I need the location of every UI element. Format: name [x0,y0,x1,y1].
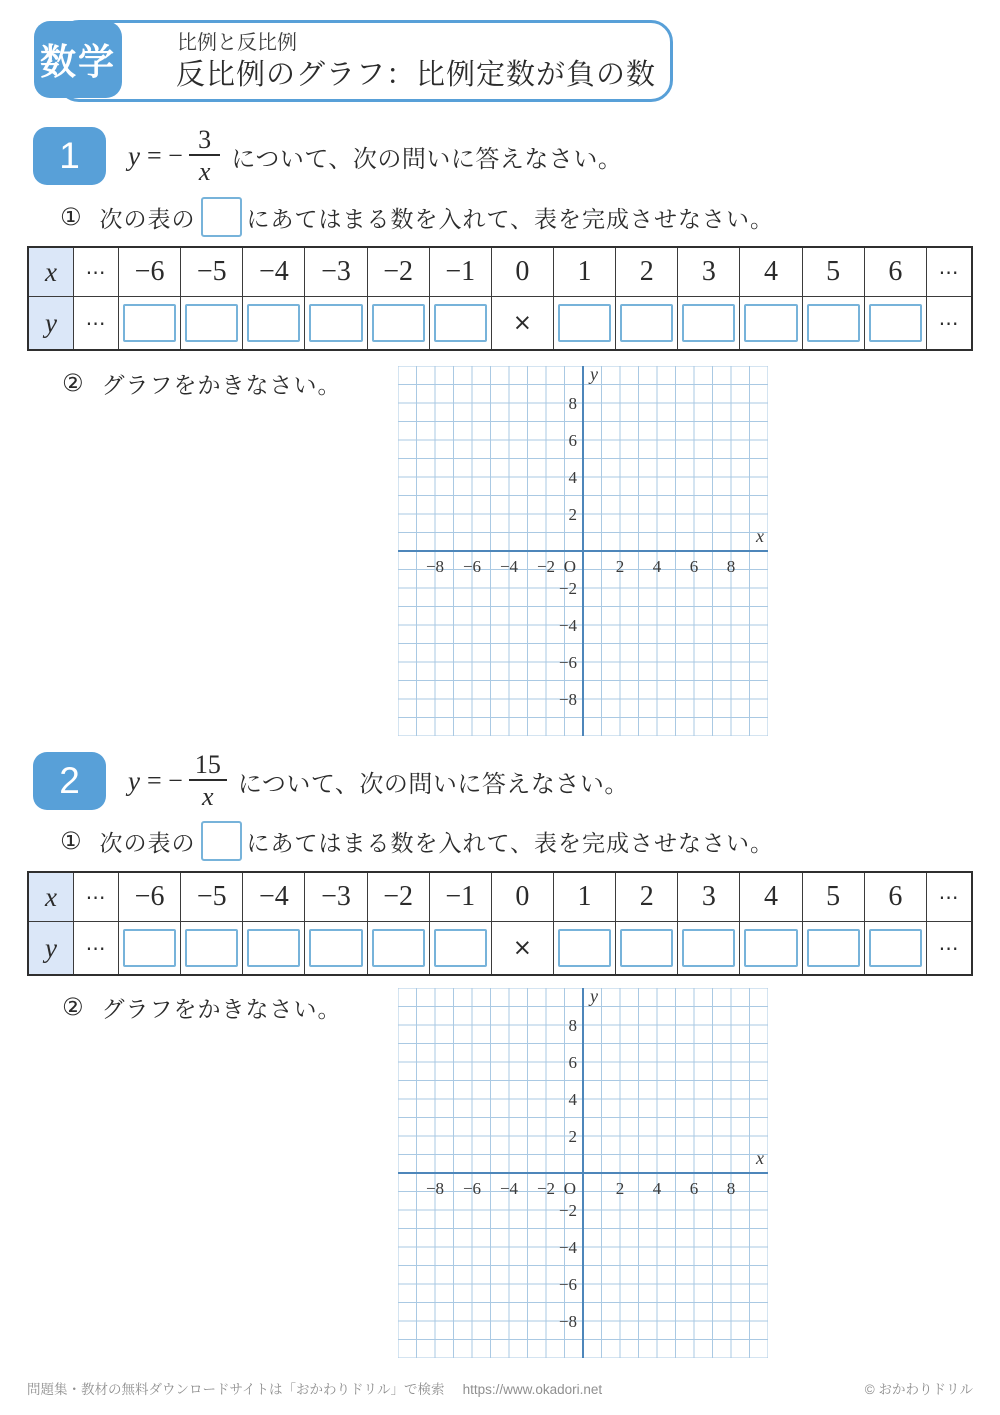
header-category: 比例と反比例 [177,32,297,54]
svg-text:−2: −2 [536,557,556,576]
x-value-cell: 2 [616,872,678,922]
fraction-numerator: 15 [194,749,221,779]
y-answer-cell [616,922,678,976]
x-value-cell: −4 [243,247,305,297]
equation-relation: = − [146,141,183,170]
y-cross-cell: × [491,922,553,976]
svg-text:−6: −6 [462,1179,482,1198]
answer-box[interactable] [372,929,425,967]
svg-text:O: O [563,1179,576,1198]
svg-text:8: 8 [568,1016,577,1035]
y-answer-cell [367,297,429,351]
answer-box[interactable] [807,304,860,342]
question-text-prefix: 次の表の [99,830,196,856]
answer-box[interactable] [807,929,860,967]
blank-box[interactable] [201,197,242,237]
svg-text:−4: −4 [558,616,577,635]
fraction-denominator: x [189,779,227,812]
y-answer-cell [119,297,181,351]
x-value-cell: 2 [616,247,678,297]
svg-text:2: 2 [615,1179,625,1198]
y-answer-cell [864,297,926,351]
equation-instruction: について、次の問いに答えなさい。 [237,771,629,798]
y-answer-cell [181,922,243,976]
problem-1-question-1 [60,194,774,240]
row-header-x: x [28,872,74,922]
x-value-cell: ⋯ [927,247,973,297]
svg-text:−8: −8 [425,1179,445,1198]
y-answer-cell [243,297,305,351]
circled-number-2: ② [62,369,85,397]
svg-text:4: 4 [652,557,662,576]
problem-2-equation [128,747,629,815]
svg-text:2: 2 [568,505,577,524]
value-table-2 [27,871,973,976]
y-answer-cell [181,297,243,351]
x-value-cell: −3 [305,247,367,297]
blank-box[interactable] [201,821,242,861]
y-answer-cell [553,297,615,351]
x-value-cell: ⋯ [927,872,973,922]
svg-text:−8: −8 [558,1312,577,1331]
x-value-cell: −5 [181,872,243,922]
problem-1-equation [128,122,622,190]
svg-text:−4: −4 [499,557,519,576]
svg-text:4: 4 [568,1090,577,1109]
y-cross-cell: × [491,297,553,351]
y-dots-cell: ⋯ [74,297,119,351]
x-value-cell: −2 [367,872,429,922]
problem-1-number: 1 [59,135,80,176]
y-answer-cell [367,922,429,976]
problem-2-badge [33,752,106,810]
y-answer-cell [119,922,181,976]
problem-2-question-2 [62,990,342,1024]
equation-relation: = − [146,766,183,795]
svg-text:−4: −4 [558,1238,577,1257]
answer-box[interactable] [247,929,300,967]
equation-variable-y: y [128,140,140,171]
x-value-cell: ⋯ [74,872,119,922]
y-answer-cell [616,297,678,351]
coordinate-grid-2[interactable] [398,988,768,1358]
svg-text:−6: −6 [462,557,482,576]
x-value-cell: −1 [429,247,491,297]
x-value-cell: 3 [678,247,740,297]
svg-text:−2: −2 [558,1201,577,1220]
svg-text:−8: −8 [558,690,577,709]
answer-box[interactable] [620,304,673,342]
svg-text:8: 8 [726,557,736,576]
x-value-cell: 6 [864,247,926,297]
svg-text:2: 2 [615,557,625,576]
svg-text:2: 2 [568,1127,577,1146]
y-answer-cell [802,297,864,351]
y-dots-cell: ⋯ [927,297,973,351]
x-value-cell: 4 [740,872,802,922]
equation-variable-y: y [128,765,140,796]
y-answer-cell [740,922,802,976]
answer-box[interactable] [744,929,797,967]
y-answer-cell [678,922,740,976]
answer-box[interactable] [682,304,735,342]
problem-1-badge [33,127,106,185]
x-value-cell: −1 [429,872,491,922]
y-answer-cell [243,922,305,976]
subject-badge [34,21,122,98]
svg-text:−2: −2 [558,579,577,598]
x-value-cell: 0 [491,872,553,922]
answer-box[interactable] [744,304,797,342]
problem-2-question-1 [60,818,774,864]
row-header-y: y [28,297,74,351]
svg-text:8: 8 [726,1179,736,1198]
value-table-1 [27,246,973,351]
x-value-cell: 3 [678,872,740,922]
answer-box[interactable] [869,929,922,967]
x-value-cell: −2 [367,247,429,297]
answer-box[interactable] [309,929,362,967]
svg-text:6: 6 [568,1053,577,1072]
y-answer-cell [305,922,367,976]
coordinate-grid-1[interactable] [398,366,768,736]
question-text: グラフをかきなさい。 [101,372,342,398]
answer-box[interactable] [372,304,425,342]
svg-text:x: x [756,526,764,546]
y-answer-cell [740,297,802,351]
answer-box[interactable] [558,929,611,967]
circled-number-1: ① [60,203,83,231]
answer-box[interactable] [682,929,735,967]
equation-instruction: について、次の問いに答えなさい。 [231,146,623,173]
svg-text:y: y [590,366,598,384]
svg-text:x: x [756,1148,764,1168]
svg-text:−8: −8 [425,557,445,576]
x-value-cell: 6 [864,872,926,922]
x-value-cell: 5 [802,872,864,922]
x-value-cell: ⋯ [74,247,119,297]
x-value-cell: 0 [491,247,553,297]
y-answer-cell [429,297,491,351]
svg-text:4: 4 [652,1179,662,1198]
y-answer-cell [678,297,740,351]
y-answer-cell [864,922,926,976]
answer-box[interactable] [434,304,487,342]
answer-box[interactable] [247,304,300,342]
x-value-cell: 4 [740,247,802,297]
x-value-cell: 5 [802,247,864,297]
y-answer-cell [802,922,864,976]
answer-box[interactable] [309,304,362,342]
y-dots-cell: ⋯ [74,922,119,976]
svg-text:4: 4 [568,468,577,487]
answer-box[interactable] [434,929,487,967]
circled-number-2: ② [62,993,85,1021]
svg-text:6: 6 [689,557,699,576]
fraction [189,125,221,187]
subject-label: 数学 [39,41,116,82]
circled-number-1: ① [60,827,83,855]
question-text-suffix: にあてはまる数を入れて、表を完成させなさい。 [246,830,775,856]
x-value-cell: −6 [119,247,181,297]
problem-1-question-2 [62,366,342,400]
x-value-cell: −5 [181,247,243,297]
footer [27,1378,973,1398]
answer-box[interactable] [123,304,176,342]
svg-text:−6: −6 [558,653,577,672]
answer-box[interactable] [620,929,673,967]
row-header-x: x [28,247,74,297]
x-value-cell: −4 [243,872,305,922]
question-text: グラフをかきなさい。 [101,996,342,1022]
svg-text:y: y [590,988,598,1006]
y-answer-cell [305,297,367,351]
answer-box[interactable] [185,304,238,342]
answer-box[interactable] [123,929,176,967]
svg-text:−4: −4 [499,1179,519,1198]
y-dots-cell: ⋯ [927,922,973,976]
x-value-cell: −3 [305,872,367,922]
problem-2-number: 2 [59,760,80,801]
x-value-cell: 1 [553,247,615,297]
answer-box[interactable] [185,929,238,967]
fraction [189,750,227,812]
y-answer-cell [429,922,491,976]
answer-box[interactable] [558,304,611,342]
y-answer-cell [553,922,615,976]
footer-url: https://www.okadori.net [462,1382,603,1397]
svg-text:−6: −6 [558,1275,577,1294]
answer-box[interactable] [869,304,922,342]
svg-text:8: 8 [568,394,577,413]
svg-text:6: 6 [689,1179,699,1198]
x-value-cell: −6 [119,872,181,922]
x-value-cell: 1 [553,872,615,922]
row-header-y: y [28,922,74,976]
svg-text:O: O [563,557,576,576]
footer-copyright: © おかわりドリル [864,1382,973,1397]
footer-description: 問題集・教材の無料ダウンロードサイトは「おかわりドリル」で検索 [27,1382,445,1397]
svg-text:6: 6 [568,431,577,450]
fraction-denominator: x [189,154,221,187]
svg-text:−2: −2 [536,1179,556,1198]
fraction-numerator: 3 [198,124,212,154]
page-title: 反比例のグラフ：比例定数が負の数 [176,59,657,91]
question-text-suffix: にあてはまる数を入れて、表を完成させなさい。 [246,206,775,232]
question-text-prefix: 次の表の [99,206,196,232]
